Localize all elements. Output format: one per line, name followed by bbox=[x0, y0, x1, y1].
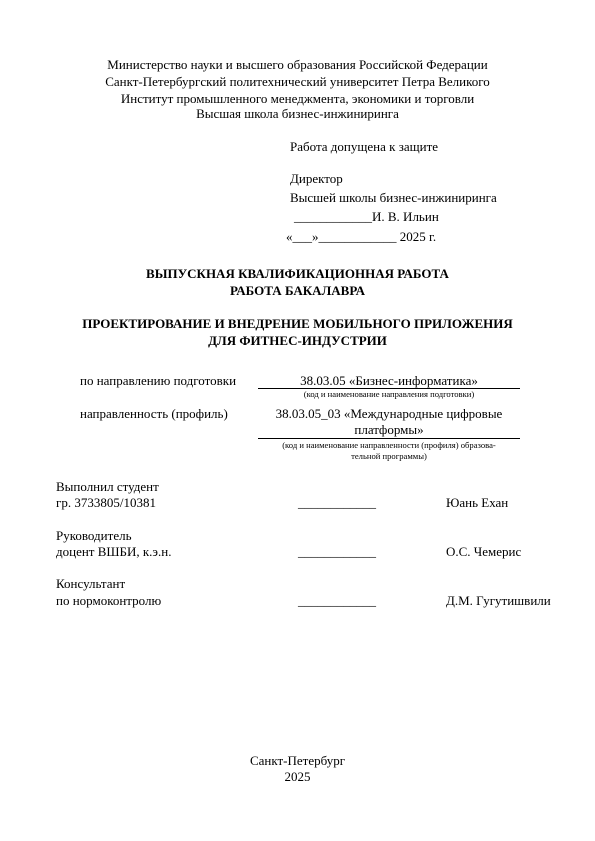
profile-value-line2: платформы» bbox=[354, 422, 424, 437]
supervisor-name: О.С. Чемерис bbox=[446, 544, 522, 559]
supervisor-role: Руководитель bbox=[56, 528, 132, 543]
profile-caption-line1: (код и наименование направленности (профиля) образова- bbox=[282, 440, 496, 450]
director-dept: Высшей школы бизнес-инжиниринга bbox=[290, 190, 497, 205]
ministry-name: Министерство науки и высшего образования Российской Федерации bbox=[107, 57, 488, 72]
footer-city: Санкт-Петербург bbox=[249, 753, 346, 768]
university-name: Санкт-Петербургский политехнический университет Петра Великого bbox=[105, 74, 490, 89]
profile-caption-line2: тельной программы) bbox=[351, 451, 427, 461]
consultant-name: Д.М. Гугутишвили bbox=[446, 593, 551, 608]
footer-year: 2025 bbox=[284, 769, 311, 784]
direction-label: по направлению подготовки bbox=[80, 373, 237, 388]
institute-name: Институт промышленного менеджмента, экономики и торговли bbox=[120, 91, 475, 106]
direction-value: 38.03.05 «Бизнес-информатика» bbox=[300, 373, 478, 388]
profile-label: направленность (профиль) bbox=[80, 406, 228, 421]
student-group: гр. 3733805/10381 bbox=[56, 495, 156, 510]
consultant-signature-blank: ____________ bbox=[298, 593, 376, 608]
work-type-line1: ВЫПУСКНАЯ КВАЛИФИКАЦИОННАЯ РАБОТА bbox=[146, 266, 449, 281]
director-signature: ____________И. В. Ильин bbox=[294, 209, 439, 224]
student-signature-blank: ____________ bbox=[298, 495, 376, 510]
approval-date: «___»____________ 2025 г. bbox=[286, 229, 437, 244]
consultant-area: по нормоконтролю bbox=[56, 593, 162, 608]
consultant-role: Консультант bbox=[56, 576, 126, 591]
admission-note: Работа допущена к защите bbox=[290, 139, 439, 154]
school-name: Высшая школа бизнес-инжиниринга bbox=[196, 106, 399, 121]
supervisor-position: доцент ВШБИ, к.э.н. bbox=[56, 544, 172, 559]
work-type-line2: РАБОТА БАКАЛАВРА bbox=[230, 283, 365, 298]
thesis-title-line2: ДЛЯ ФИТНЕС-ИНДУСТРИИ bbox=[208, 333, 387, 348]
director-title: Директор bbox=[290, 171, 343, 186]
student-role: Выполнил студент bbox=[56, 479, 159, 494]
direction-caption: (код и наименование направления подготовки) bbox=[303, 389, 475, 399]
profile-value-line1: 38.03.05_03 «Международные цифровые bbox=[275, 406, 503, 421]
thesis-title-line1: ПРОЕКТИРОВАНИЕ И ВНЕДРЕНИЕ МОБИЛЬНОГО ПРИЛОЖЕНИЯ bbox=[82, 316, 513, 331]
student-name: Юань Ехан bbox=[446, 495, 509, 510]
supervisor-signature-blank: ____________ bbox=[298, 544, 376, 559]
profile-underline bbox=[258, 438, 520, 439]
